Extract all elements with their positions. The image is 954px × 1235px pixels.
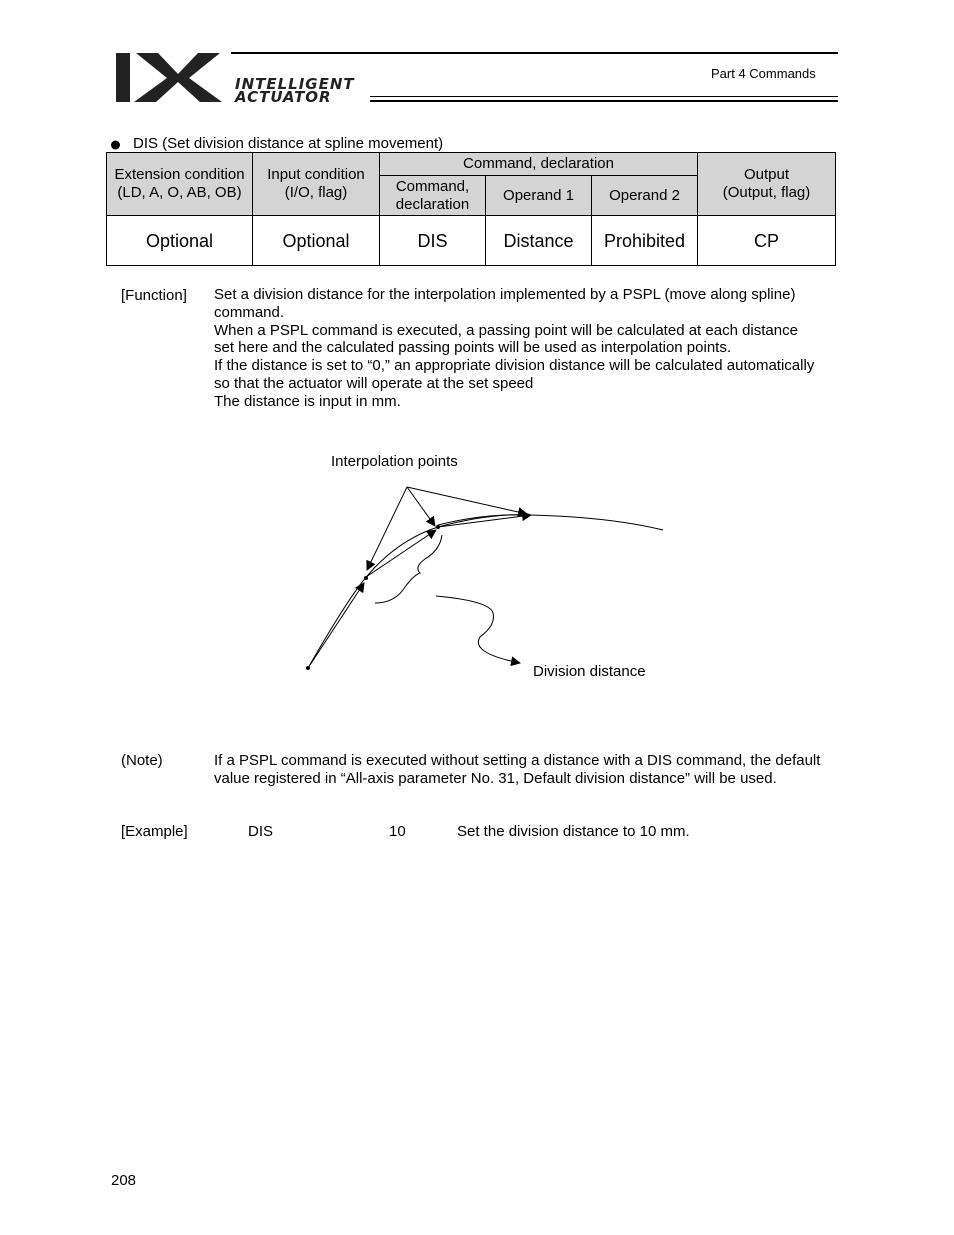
distance-arrow: [436, 596, 520, 663]
example-label: [Example]: [121, 823, 188, 840]
spline-diagram: [290, 475, 680, 685]
function-line: The distance is input in mm.: [214, 392, 401, 410]
function-line: Set a division distance for the interpolation implemented by a PSPL (move along spline): [214, 286, 796, 303]
chord-arrow: [308, 583, 364, 668]
label-division-distance: Division distance: [533, 663, 646, 680]
cell-input: Optional: [253, 216, 380, 266]
header-command-declaration: Command, declaration: [380, 176, 486, 216]
function-line: If the distance is set to “0,” an appropriate division distance will be calculated automatically: [214, 357, 815, 375]
cell-output: CP: [698, 216, 836, 266]
command-table: [106, 152, 836, 266]
function-line: command.: [214, 303, 285, 321]
cell-command: DIS: [380, 216, 486, 266]
function-text: [214, 286, 854, 411]
pointer-line: [367, 487, 407, 570]
note-label: (Note): [121, 752, 163, 769]
example-operand: 10: [389, 823, 406, 840]
note-line: If a PSPL command is executed without setting a distance with a DIS command, the default: [214, 752, 821, 769]
header-output: Output (Output, flag): [698, 153, 836, 216]
cell-operand1: Distance: [486, 216, 592, 266]
chord-arrow: [366, 530, 436, 577]
header-operand1: Operand 1: [486, 176, 592, 216]
bullet-icon: [110, 139, 122, 151]
page-title: DIS (Set division distance at spline movement): [133, 135, 444, 152]
note-text: [214, 752, 854, 788]
ix-logo: [112, 50, 232, 105]
interpolation-point: [436, 525, 440, 529]
interpolation-point: [364, 576, 368, 580]
function-label: [Function]: [121, 287, 187, 304]
cell-operand2: Prohibited: [592, 216, 698, 266]
header-input-condition: Input condition (I/O, flag): [253, 153, 380, 216]
note-line: value registered in “All-axis parameter No. 31, Default division distance” will be used.: [214, 769, 777, 787]
page-number: 208: [111, 1172, 137, 1189]
function-line: When a PSPL command is executed, a passing point will be calculated at each distance: [214, 321, 798, 339]
spline-curve: [308, 515, 663, 668]
section-header: Part 4 Commands: [711, 66, 816, 81]
header-operand2: Operand 2: [592, 176, 698, 216]
label-interpolation-points: Interpolation points: [331, 453, 458, 470]
distance-brace: [375, 535, 442, 603]
pointer-line: [407, 487, 527, 514]
cell-extension: Optional: [107, 216, 253, 266]
function-line: set here and the calculated passing points will be used as interpolation points.: [214, 339, 731, 357]
function-line: so that the actuator will operate at the set speed: [214, 374, 534, 392]
header-command-group: Command, declaration: [380, 153, 698, 176]
logo-text-intelligent: INTELLIGENT: [235, 75, 355, 93]
logo-text-actuator: ACTUATOR: [235, 88, 332, 106]
example-command: DIS: [248, 823, 274, 840]
header-extension-condition: Extension condition (LD, A, O, AB, OB): [107, 153, 253, 216]
interpolation-point: [306, 666, 310, 670]
example-description: Set the division distance to 10 mm.: [457, 823, 690, 840]
